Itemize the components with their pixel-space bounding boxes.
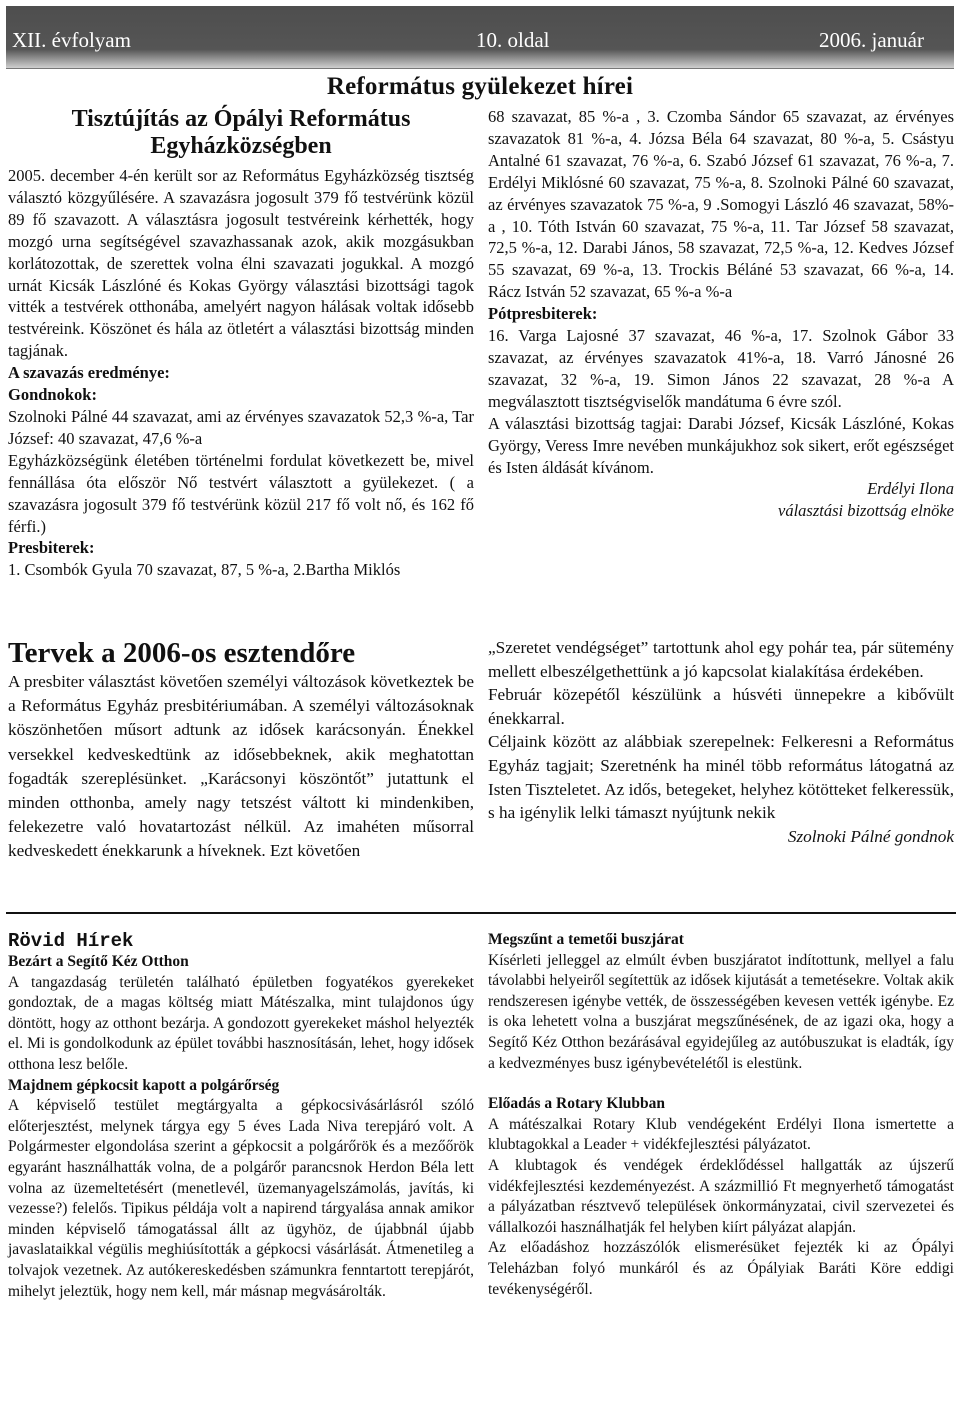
- gondnokok-text: Szolnoki Pálné 44 szavazat, ami az érvényes szavazatok 52,3 %-a, Tar József: 40 szavazat, 47,6 %-a: [8, 406, 474, 448]
- spacer: [488, 1074, 954, 1094]
- tervek-title: Tervek a 2006-os esztendőre: [8, 637, 356, 669]
- section-title: Református gyülekezet hírei: [326, 73, 634, 100]
- potpresbiterek-heading: Pótpresbiterek:: [488, 304, 598, 324]
- tisztujitas-left-column: [8, 106, 474, 581]
- rovid-left-column: [8, 930, 474, 1302]
- history-text: Egyházközségünk életében történelmi fordulat következett be, mivel fennállása óta először Nő testvért választott a gyülekezet. ( a szavazásra jogosult 379 fő testvérünk közül 217 fő volt nő, és 162 fő férfi.): [8, 450, 474, 536]
- potpresbiterek-text: 16. Varga Lajosné 37 szavazat, 46 %-a, 17. Szolnok Gábor 33 szavazat, az érvényes szavazatok 41%-a, 18. Varró Jánosné 26 szavazat, 32 %-a, 19. Simon János 22 szavazat, 28 %-a A megválasztott tisztségviselők mandátuma 6 évre szól.: [488, 326, 954, 411]
- gepkocsi-text: A képviselő testület megtárgyalta a gépkocsivásárlásról szóló előterjesztést, melynek tárgya egy 5 éves Lada Niva terepjáró volt. A Polgármester elgondolása szerint a gépkocsit a polgárőrök és a mezőőrök egyaránt használhatták volna, de a polgárőr parancsnok Herdon Béla lett volna az üzemeltetésért (menetlevél, üzemanyagelszámolás, javítás, ki vezesse?) felelős. Tipikus példája volt a napirend tárgyalása annak amikor minden képviselő támogatással állt az ügyhöz, de újabbnál újabb javaslataikkal végülis meghiúsították a gépkocsi vásárlását. Átmenetileg a tolvajok vezetnek. Az autókereskedésben számunkra fenntartott terepjárót, mihelyt jeleztük, hogy nem kell, már másnap megvásárolták.: [8, 1097, 474, 1300]
- rotary-p3: Az előadáshoz hozzászólók elismerésüket fejezték ki az Ópályi Teleházban folyó munkáról és az Ópályiak Baráti Köre eddigi tevékenységéről.: [488, 1239, 954, 1298]
- buszjarat-text: Kísérleti jelleggel az elmúlt évben buszjáratot indítottunk, mellyel a falu távolabbi helyeiről segítettük az idősek kijutását a temetésekre. Voltak akik rendszeresen igénybe vették, de összességében kevesen vették igénybe. Ez is oka lehetett volna a buszjárat megszűnésének, de az igazi oka, hogy a Segítő Kéz Otthon bezárásával egyidejűleg az autóbuszukat is eladták, így a kedvezményes busz igénybevételétől is elestünk.: [488, 951, 955, 1072]
- bezart-heading: Bezárt a Segítő Kéz Otthon: [8, 953, 189, 970]
- rovid-right-column: [488, 930, 954, 1300]
- tisztujitas-right-column: [488, 106, 954, 522]
- tervek-right-p1: „Szeretet vendégséget” tartottunk ahol egy pohár tea, pár sütemény mellett elbeszélgethettünk a jó kapcsolat kialakítása érdekében.: [488, 638, 954, 681]
- result-heading: A szavazás eredménye:: [8, 363, 170, 383]
- tervek-signature: Szolnoki Pálné gondnok: [787, 826, 954, 846]
- tisztujitas-title-line2: Egyházközségben: [150, 133, 332, 159]
- presbiterek-cont: 68 szavazat, 85 %-a , 3. Czomba Sándor 65 szavazat, az érvényes szavazatok 81 %-a, 4. Józsa Béla 64 szavazat, 80 %-a, 5. Csástyu Antalné 61 szavazat, 76 %-a, 6. Szabó József 61 szavazat, 76 %-a, 7. Erdélyi Miklósné 60 szavazat, 75 %-a, 8. Szolnoki Pálné 60 szavazat, az érvényes szavazatok 75 %-a, 9 .Somogyi László 46 szavazat, 58%- a , 10. Tóth István 60 szavazat, 75 %-a, 11. Tar József 58 szavazat, 72,5 %-a, 12. Darabi János, 58 szavazat, 72,5 %-a, 12. Kedves József 55 szavazat, 69 %-a, 13. Trockis Béláné 53 szavazat, 66 %-a, 14. Rácz István 52 szavazat, 65 %-a %-a: [488, 107, 954, 302]
- tervek-left-column: [8, 636, 474, 864]
- tervek-right-p3: Céljaink között az alábbiak szerepelnek: Felkeresni a Református Egyház tagjait; Szeretnénk ha minél több református látogatná az Isten Tiszteletet. Az idős, betegeket, helyhez kötötteket felkeressük, s ha igénylik lelki támaszt nyújtunk nekik: [488, 732, 954, 823]
- page-number: 10. oldal: [476, 28, 550, 52]
- rovid-title: Rövid Hírek: [8, 930, 134, 952]
- rotary-p2: A klubtagok és vendégek érdeklődéssel hallgatták az újszerű vidékfejlesztési kezdeményezést. A százmillió Ft megnyerhető támogatást a pályázatban résztvevő települések önkormányzatai, civil szervezetei és vállalkozói használhatják fel helyben kiírt pályázat alapján.: [488, 1156, 954, 1236]
- presbiterek-heading: Presbiterek:: [8, 538, 95, 558]
- gepkocsi-heading: Majdnem gépkocsit kapott a polgárőrség: [8, 1076, 280, 1094]
- page-header: [6, 6, 954, 69]
- issue-date: 2006. január: [819, 28, 924, 52]
- section-divider: [6, 912, 956, 914]
- rotary-heading: Előadás a Rotary Klubban: [488, 1095, 666, 1113]
- tervek-right-p2: Február közepétől készülünk a húsvéti ünnepekre a kibővült énekkarral.: [488, 685, 954, 728]
- tisztujitas-intro: 2005. december 4-én került sor az Református Egyházközség tisztség választó közgyűlésére. A szavazásra jogosult 379 fő testvérünk közül 89 fő szavazott. A választásra jogosult testvéreink kérhették, hogy mozgó urna segítségével szavazhassanak azok, akik mozgásukban korlátozottak, de szerettek volna élni szavazati jogukkal. A mozgó urnát Kicsák Lászlóné és Kokas György választási bizottsági tagok vitték a testvérek otthonába, amelyért nagyon hálásak voltak idősebb testvéreink. Köszönet és hála az ötletért a választási bizottság minden tagjának.: [8, 166, 474, 361]
- tervek-left-text: A presbiter választást követően személyi változások következtek be a Református Egyház presbitériumában. A személyi változásoknak köszönhetően műsort adtunk az idősek karácsonyán. Énekkel versekkel kedveskedtünk az idősebbeknek, akik meghatottan fogadták szereplésünket. „Karácsonyi köszöntőt” jutattunk el minden otthonba, amely nagy tetszést váltott ki mindenkiben, felekezetre való hovatartozást nélkül. Az imahéten műsorral kedveskedett énekkarunk a híveknek. Ezt követően: [8, 672, 474, 861]
- bezart-text: A tangazdaság területén található épületben fogyatékos gyerekeket gondoztak, de a magas költség miatt Mátészalka, mint tulajdonos úgy döntött, hogy az otthont bezárja. A gondozott gyerekeket máshol helyezték el. Mi is gondolkodunk az épület további hasznosításán, lehet, hogy idősek otthona lesz belőle.: [8, 973, 474, 1073]
- gondnokok-heading: Gondnokok:: [8, 385, 97, 405]
- signature-role: választási bizottság elnöke: [778, 501, 954, 521]
- rotary-p1: A mátészalkai Rotary Klub vendégeként Erdélyi Ilona ismertette a klubtagokkal a Leader + vidékfejlesztési pályázatot.: [488, 1115, 954, 1154]
- tisztujitas-title-line1: Tisztújítás az Ópályi Református: [71, 106, 411, 132]
- presbiterek-start: 1. Csombók Gyula 70 szavazat, 87, 5 %-a, 2.Bartha Miklós: [8, 560, 401, 580]
- tervek-right-column: [488, 636, 954, 848]
- volume-label: XII. évfolyam: [12, 28, 131, 52]
- committee-text: A választási bizottság tagjai: Darabi József, Kicsák Lászlóné, Kokas György, Veress Imre nevében munkájukhoz sok sikert, erőt egészséget és Isten áldását kívánom.: [488, 413, 954, 477]
- signature-name: Erdélyi Ilona: [867, 479, 954, 499]
- buszjarat-heading: Megszűnt a temetői buszjárat: [488, 931, 684, 948]
